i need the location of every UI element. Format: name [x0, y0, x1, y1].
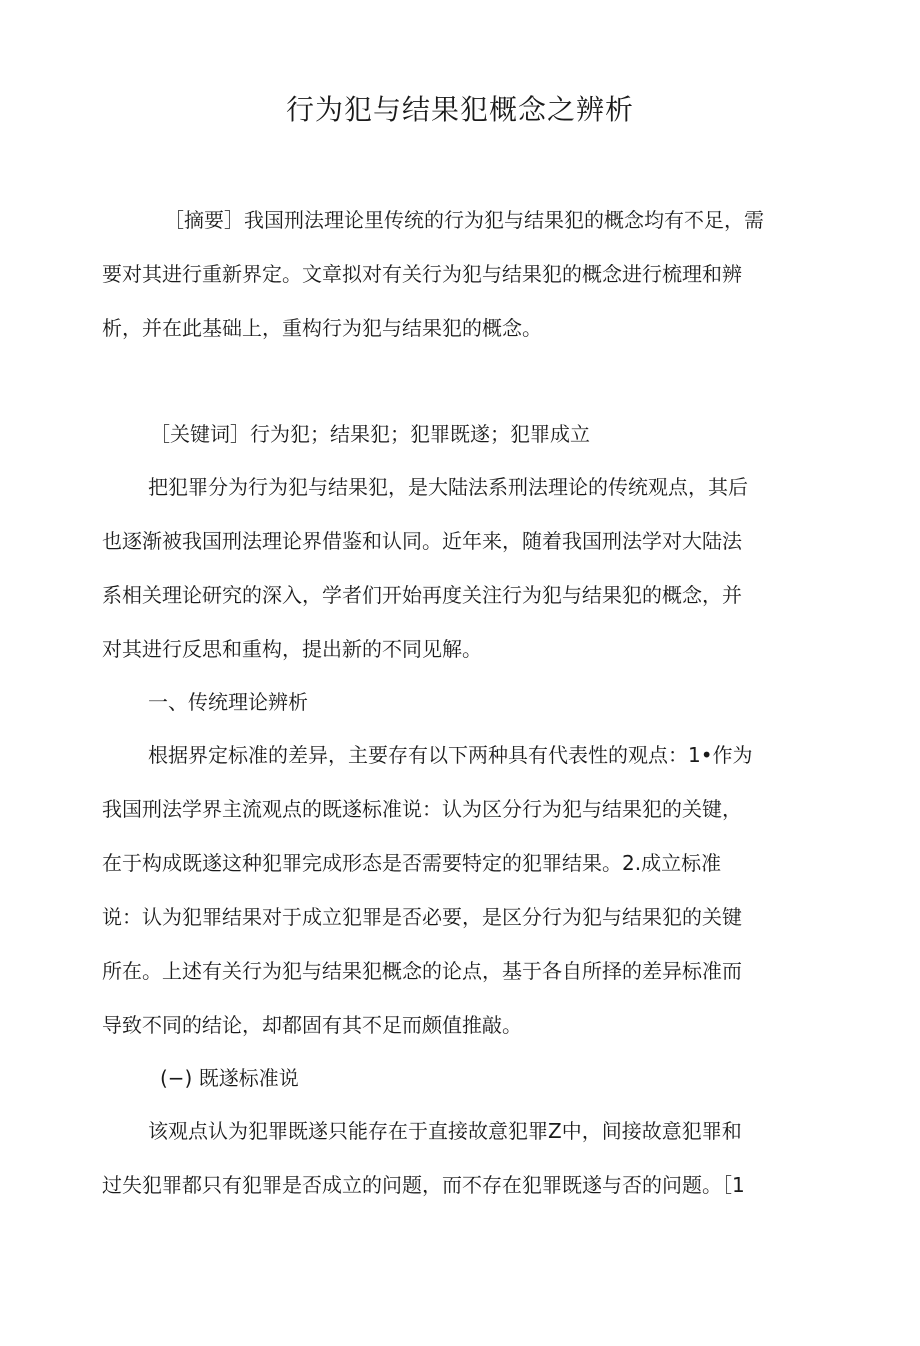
- subsection-heading-text: (−) 既遂标准说: [160, 1066, 299, 1090]
- paragraph-line: 在于构成既遂这种犯罪完成形态是否需要特定的犯罪结果。2.成立标准: [102, 851, 722, 875]
- intro-line: 系相关理论研究的深入，学者们开始再度关注行为犯与结果犯的概念，并: [102, 583, 742, 607]
- paragraph-line: 我国刑法学界主流观点的既遂标准说：认为区分行为犯与结果犯的关键，: [102, 797, 742, 821]
- paragraph-2: [102, 728, 802, 1052]
- paragraph-line: 根据界定标准的差异，主要存有以下两种具有代表性的观点：1•作为: [148, 743, 753, 767]
- paragraph-line: 导致不同的结论，却都固有其不足而颇值推敲。: [102, 1013, 522, 1037]
- intro-line: 把犯罪分为行为犯与结果犯，是大陆法系刑法理论的传统观点，其后: [148, 475, 748, 499]
- intro-paragraph: [102, 460, 802, 676]
- abstract-line: ［摘要］我国刑法理论里传统的行为犯与结果犯的概念均有不足，需: [164, 208, 764, 232]
- abstract-line: 析，并在此基础上，重构行为犯与结果犯的概念。: [102, 316, 542, 340]
- paragraph-line: 过失犯罪都只有犯罪是否成立的问题，而不存在犯罪既遂与否的问题。［1: [102, 1173, 745, 1197]
- paragraph-line: 说：认为犯罪结果对于成立犯罪是否必要，是区分行为犯与结果犯的关键: [102, 905, 742, 929]
- section-heading-text: 一、传统理论辨析: [148, 690, 308, 714]
- paragraph-3: [102, 1104, 802, 1212]
- section-heading-1: [102, 675, 802, 729]
- document-title: 行为犯与结果犯概念之辨析: [285, 93, 634, 126]
- keywords-line: ［关键词］行为犯；结果犯；犯罪既遂；犯罪成立: [150, 422, 590, 446]
- paragraph-line: 所在。上述有关行为犯与结果犯概念的论点，基于各自所择的差异标准而: [102, 959, 742, 983]
- abstract-paragraph: [102, 193, 802, 355]
- intro-line: 也逐渐被我国刑法理论界借鉴和认同。近年来，随着我国刑法学对大陆法: [102, 529, 742, 553]
- subsection-heading-1: [102, 1051, 802, 1105]
- abstract-line: 要对其进行重新界定。文章拟对有关行为犯与结果犯的概念进行梳理和辨: [102, 262, 742, 286]
- keywords-paragraph: [102, 407, 802, 461]
- intro-line: 对其进行反思和重构，提出新的不同见解。: [102, 637, 482, 661]
- paragraph-line: 该观点认为犯罪既遂只能存在于直接故意犯罪Z中，间接故意犯罪和: [148, 1119, 742, 1143]
